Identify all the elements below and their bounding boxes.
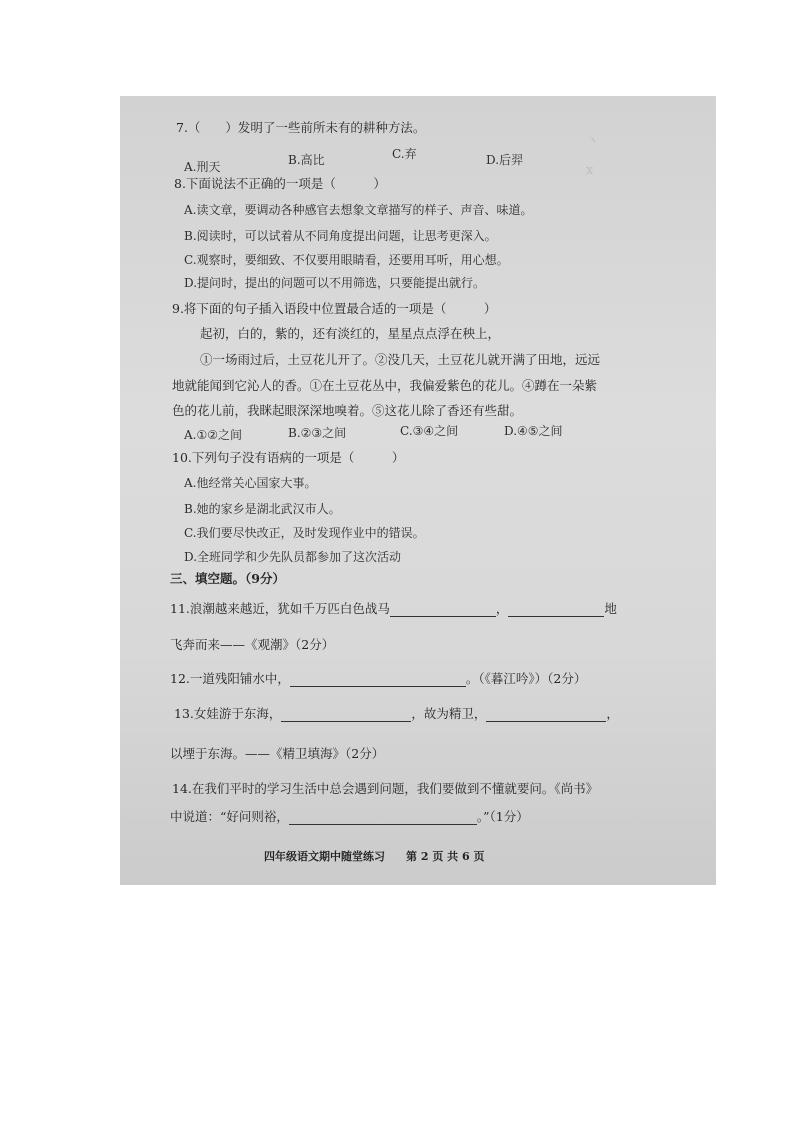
q14-blank[interactable] bbox=[289, 810, 477, 825]
q9-passage-line3: 色的花儿前，我眯起眼深深地嗅着。⑤这花儿除了香还有些甜。 bbox=[172, 403, 523, 418]
q14-lead-text: 中说道：“好问则裕， bbox=[170, 809, 289, 824]
q8-stem: 8.下面说法不正确的一项是（ ） bbox=[174, 176, 386, 191]
q9-passage-line1: ①一场雨过后，土豆花儿开了。②没几天，土豆花儿就开满了田地，远远 bbox=[200, 352, 601, 367]
q7-option-d: D.后羿 bbox=[486, 153, 524, 167]
q10-option-d: D.全班同学和少先队员都参加了这次活动 bbox=[184, 550, 402, 564]
q9-option-a: A.①②之间 bbox=[184, 428, 242, 442]
q11-lead-text: 11.浪潮越来越近，犹如千万匹白色战马 bbox=[170, 601, 390, 616]
q8-option-c: C.观察时，要细致、不仅要用眼睛看，还要用耳听，用心想。 bbox=[184, 253, 509, 267]
q13-mid-text: ，故为精卫， bbox=[411, 706, 487, 721]
q12-end-text: 。（《暮江吟》）（2分） bbox=[465, 671, 587, 686]
q12-blank[interactable] bbox=[290, 672, 466, 687]
q9-option-c: C.③④之间 bbox=[400, 424, 459, 438]
q14-end-text: 。”（1分） bbox=[476, 809, 529, 824]
bleed-through-text: ヽ ⅹ bbox=[586, 133, 600, 178]
q11-tail-text: 地 bbox=[604, 601, 617, 616]
q12-line bbox=[170, 669, 586, 687]
scanned-exam-page bbox=[120, 96, 716, 885]
q7-option-b: B.高比 bbox=[288, 153, 325, 167]
q9-option-d: D.④⑤之间 bbox=[504, 424, 563, 438]
q11-separator: ， bbox=[495, 601, 509, 616]
q14-line2 bbox=[170, 807, 529, 825]
q11-blank-1[interactable] bbox=[390, 602, 496, 617]
q13-end-text: ， bbox=[606, 706, 619, 721]
q7-option-c: C.弃 bbox=[392, 147, 417, 161]
q12-lead-text: 12.一道残阳铺水中， bbox=[170, 671, 290, 686]
q9-stem: 9.将下面的句子插入语段中位置最合适的一项是（ ） bbox=[172, 301, 497, 316]
q10-option-b: B.她的家乡是湖北武汉市人。 bbox=[184, 502, 341, 516]
q7-stem: 7.（ ）发明了一些前所未有的耕种方法。 bbox=[176, 120, 426, 135]
q8-option-b: B.阅读时，可以试着从不同角度提出问题，让思考更深入。 bbox=[184, 229, 497, 243]
section-heading: 三、填空题。（9分） bbox=[170, 571, 285, 586]
q8-option-a: A.读文章，要调动各种感官去想象文章描写的样子、声音、味道。 bbox=[184, 203, 533, 217]
q10-stem: 10.下列句子没有语病的一项是（ ） bbox=[172, 450, 405, 465]
q9-option-b: B.②③之间 bbox=[288, 426, 347, 440]
q13-blank-1[interactable] bbox=[281, 707, 411, 722]
q7-option-a: A.刑天 bbox=[184, 160, 221, 174]
q8-option-d: D.提问时，提出的问题可以不用筛选，只要能提出就行。 bbox=[184, 276, 486, 290]
q11-blank-2[interactable] bbox=[508, 602, 604, 617]
footer-title: 四年级语文期中随堂练习 bbox=[264, 850, 385, 863]
q14-line1: 14.在我们平时的学习生活中总会遇到问题，我们要做到不懂就要问。《尚书》 bbox=[172, 781, 599, 796]
q13-lead-text: 13.女娃游于东海， bbox=[174, 706, 282, 721]
q9-passage-line2: 地就能闻到它沁人的香。①在土豆花丛中，我偏爱紫色的花儿。④蹲在一朵紫 bbox=[172, 378, 598, 393]
q10-option-a: A.他经常关心国家大事。 bbox=[184, 476, 317, 490]
q9-insert-sentence: 起初，白的，紫的，还有淡红的，星星点点浮在秧上， bbox=[200, 326, 501, 341]
q11-line1 bbox=[170, 599, 617, 617]
footer-page-number: 第 2 页 共 6 页 bbox=[406, 850, 485, 863]
q10-option-c: C.我们要尽快改正，及时发现作业中的错误。 bbox=[184, 526, 425, 540]
q13-blank-2[interactable] bbox=[486, 707, 606, 722]
q13-line1 bbox=[174, 704, 619, 722]
q13-line2: 以堙于东海。——《精卫填海》（2分） bbox=[170, 746, 385, 761]
q11-line2: 飞奔而来——《观潮》（2分） bbox=[170, 637, 335, 652]
